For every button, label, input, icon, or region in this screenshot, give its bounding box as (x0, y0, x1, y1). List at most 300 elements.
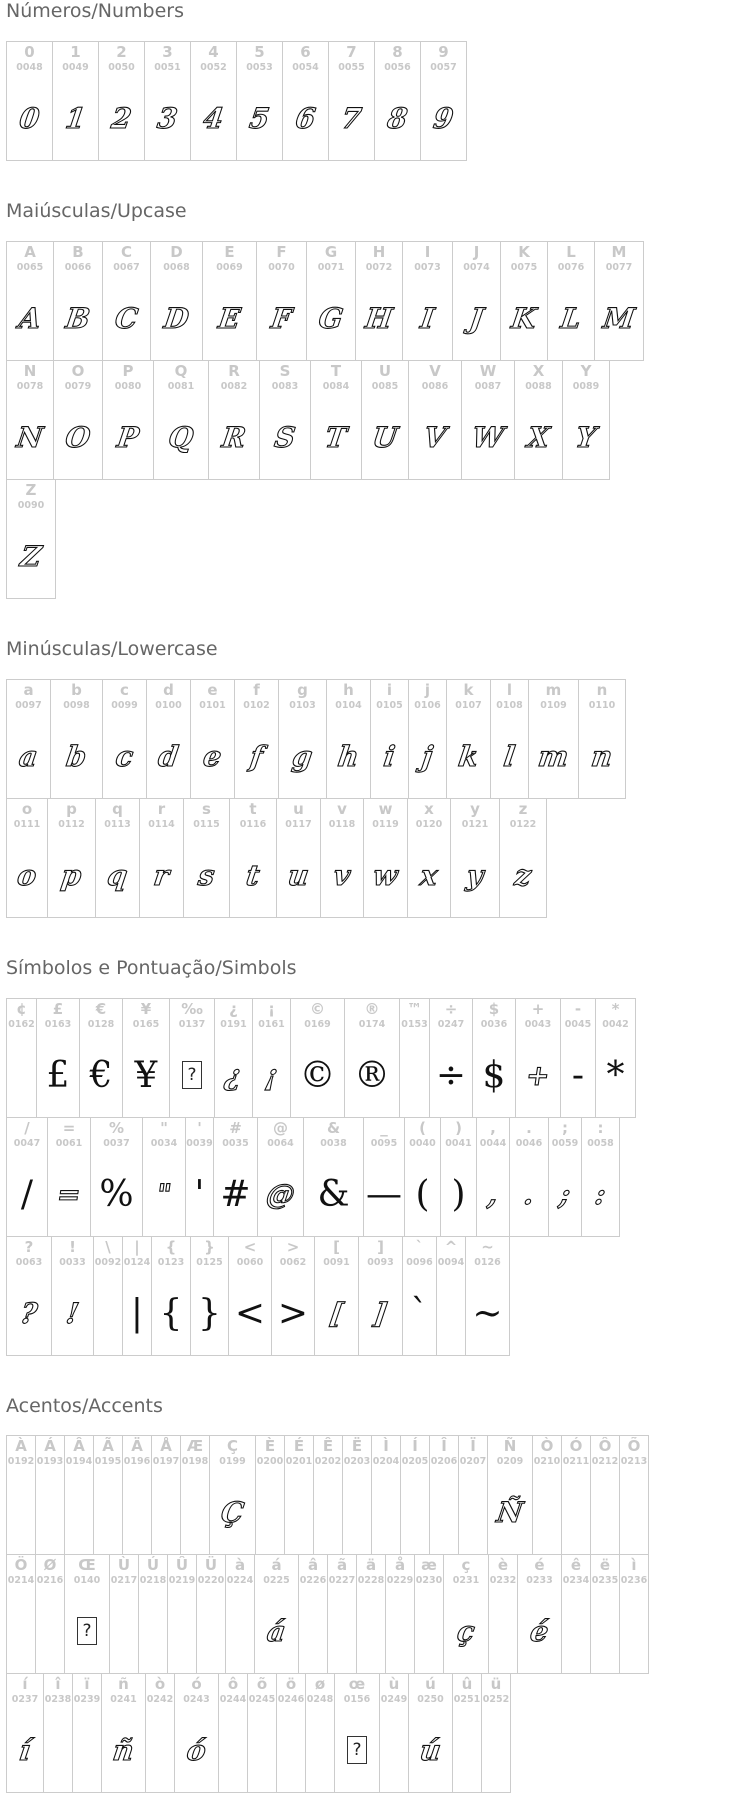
glyph-code: 0108 (496, 700, 523, 711)
glyph-cell (517, 1554, 562, 1674)
glyph-label: g (297, 681, 308, 699)
glyph-code: 0169 (304, 1019, 331, 1030)
glyph-label: œ (348, 1675, 366, 1693)
glyph-cell (229, 798, 277, 918)
glyph-label: è (497, 1556, 509, 1574)
glyph-code: 0079 (64, 381, 92, 392)
glyph-label: { (165, 1238, 177, 1256)
glyph-cell (102, 241, 151, 361)
glyph-code: 0106 (414, 700, 441, 711)
missing-glyph-box: ? (347, 1736, 367, 1764)
glyph-sample: : (593, 1177, 608, 1211)
glyph-label: [ (333, 1238, 340, 1256)
glyph-code: 0251 (453, 1694, 481, 1705)
glyph-sample (181, 1482, 209, 1542)
glyph-cell (407, 798, 451, 918)
glyph-label: s (202, 800, 211, 818)
glyph-label: % (108, 1119, 125, 1137)
glyph-code: 0233 (526, 1575, 553, 1586)
glyph-sample: - (571, 1054, 585, 1096)
glyph-sample: J (467, 301, 486, 335)
glyph-code: 0118 (328, 819, 356, 830)
glyph-code: 0128 (87, 1019, 115, 1030)
glyph-sample: K (509, 301, 539, 335)
glyph-sample (386, 1601, 414, 1661)
glyph-sample: N (14, 420, 46, 454)
glyph-label: o (21, 800, 33, 818)
glyph-cell (561, 1435, 591, 1555)
glyph-sample: k (456, 739, 481, 773)
glyph-sample: ¥ (134, 1054, 158, 1096)
glyph-label: Q (174, 362, 188, 380)
glyph-label: Ù (117, 1556, 131, 1574)
glyph-code: 0048 (16, 62, 43, 73)
glyph-cell (47, 1117, 91, 1237)
glyph-label: £ (52, 1000, 64, 1018)
glyph-sample: B (63, 301, 93, 335)
glyph-label: Ê (322, 1437, 334, 1455)
glyph-sample: ¿ (222, 1058, 245, 1092)
glyph-label: é (534, 1556, 545, 1574)
glyph-sample (328, 1601, 356, 1661)
glyph-label: Í (412, 1437, 418, 1455)
glyph-label: € (95, 1000, 107, 1018)
glyph-code: 0095 (370, 1138, 398, 1149)
glyph-cell (528, 679, 579, 799)
glyph-label: v (337, 800, 347, 818)
glyph-code: 0112 (58, 819, 85, 830)
glyph-sample: p (59, 858, 84, 892)
glyph-code: 0236 (620, 1575, 648, 1586)
glyph-sample: + (523, 1058, 553, 1092)
glyph-cell (358, 1236, 403, 1356)
glyph-cell (429, 1435, 459, 1555)
glyph-code: 0041 (445, 1138, 472, 1149)
glyph-cell (344, 998, 400, 1118)
glyph-sample (36, 1601, 64, 1661)
glyph-cell (102, 679, 147, 799)
glyph-label: S (279, 362, 291, 380)
glyph-label: - (574, 1000, 582, 1018)
glyph-sample: s (196, 858, 217, 892)
glyph-cell (278, 679, 327, 799)
glyph-label: K (518, 243, 530, 261)
glyph-sample: ! (64, 1296, 81, 1330)
glyph-cell (208, 360, 260, 480)
glyph-sample: P (115, 420, 141, 454)
glyph-code: 0036 (480, 1019, 508, 1030)
section-title: Símbolos e Pontuação/Simbols (6, 957, 297, 979)
glyph-cell (255, 1435, 285, 1555)
glyph-label: á (271, 1556, 282, 1574)
glyph-code: 0122 (509, 819, 537, 830)
glyph-cell (93, 1435, 123, 1555)
glyph-label: Â (73, 1437, 85, 1455)
glyph-cell (6, 798, 48, 918)
glyph-label: ü (490, 1675, 502, 1693)
glyph-label: $ (488, 1000, 500, 1018)
glyph-cell (371, 1435, 401, 1555)
glyph-cell (452, 1673, 482, 1793)
glyph-sample (65, 1482, 93, 1542)
glyph-sample (73, 1720, 101, 1780)
glyph-sample (453, 1720, 481, 1780)
glyph-cell (236, 41, 283, 161)
glyph-sample: e (201, 739, 224, 773)
glyph-cell (547, 241, 595, 361)
glyph-cell (142, 1117, 186, 1237)
glyph-code: 0246 (277, 1694, 305, 1705)
glyph-label: T (330, 362, 342, 380)
glyph-cell (213, 1117, 258, 1237)
glyph-code: 0249 (380, 1694, 408, 1705)
glyph-sample (110, 1601, 138, 1661)
glyph-code: 0238 (44, 1694, 72, 1705)
glyph-label: F (276, 243, 287, 261)
glyph-code: 0076 (557, 262, 585, 273)
glyph-label: û (461, 1675, 473, 1693)
glyph-sample: H (363, 301, 395, 335)
glyph-code: 0206 (430, 1456, 458, 1467)
glyph-label: ô (227, 1675, 239, 1693)
glyph-label: J (473, 243, 480, 261)
glyph-label: À (15, 1437, 27, 1455)
glyph-code: 0033 (59, 1257, 86, 1268)
glyph-code: 0102 (243, 700, 270, 711)
glyph-cell (185, 1117, 214, 1237)
glyph-code: 0214 (7, 1575, 35, 1586)
glyph-code: 0075 (510, 262, 538, 273)
glyph-sample: z (512, 858, 534, 892)
glyph-cell (252, 998, 291, 1118)
glyph-code: 0140 (73, 1575, 101, 1586)
glyph-sample: n (589, 739, 615, 773)
glyph-sample (170, 1045, 214, 1105)
glyph-sample: & (317, 1173, 350, 1215)
glyph-label: I (424, 243, 431, 261)
glyph-sample: L (558, 301, 584, 335)
glyph-cell (52, 41, 99, 161)
glyph-code: 0217 (110, 1575, 138, 1586)
glyph-cell (619, 1435, 649, 1555)
glyph-code: 0202 (314, 1456, 342, 1467)
glyph-label: r (157, 800, 166, 818)
glyph-cell (404, 1117, 441, 1237)
glyph-cell (36, 998, 80, 1118)
glyph-code: 0227 (328, 1575, 356, 1586)
glyph-code: 0228 (357, 1575, 385, 1586)
glyph-code: 0082 (220, 381, 248, 392)
glyph-cell (6, 241, 54, 361)
glyph-sample: Q (166, 420, 196, 454)
glyph-sample (489, 1601, 517, 1661)
glyph-code: 0037 (103, 1138, 130, 1149)
glyph-code: 0104 (335, 700, 362, 711)
glyph-cell (590, 1554, 620, 1674)
glyph-label: Ô (598, 1437, 612, 1455)
glyph-label: + (531, 1000, 545, 1018)
glyph-code: 0065 (16, 262, 44, 273)
glyph-sample: . (521, 1177, 537, 1211)
glyph-sample: = (54, 1177, 84, 1211)
glyph-code: 0194 (65, 1456, 93, 1467)
section-title: Acentos/Accents (6, 1395, 163, 1417)
glyph-code: 0220 (197, 1575, 225, 1586)
glyph-label: ö (285, 1675, 297, 1693)
glyph-code: 0059 (551, 1138, 579, 1149)
glyph-label: b (71, 681, 82, 699)
glyph-label: ; (562, 1119, 568, 1137)
glyph-sample: I (418, 301, 437, 335)
glyph-cell (436, 1236, 466, 1356)
glyph-label: ç (461, 1556, 471, 1574)
glyph-label: Æ (186, 1437, 204, 1455)
glyph-code: 0207 (459, 1456, 487, 1467)
glyph-cell (581, 1117, 620, 1237)
glyph-code: 0097 (15, 700, 42, 711)
glyph-code: 0126 (474, 1257, 501, 1268)
glyph-label: Ü (204, 1556, 218, 1574)
glyph-label: " (160, 1119, 168, 1137)
glyph-label: , (490, 1119, 496, 1137)
glyph-cell (256, 241, 307, 361)
glyph-code: 0063 (15, 1257, 43, 1268)
glyph-label: u (293, 800, 304, 818)
glyph-label: w (378, 800, 393, 818)
glyph-label: ¥ (140, 1000, 152, 1018)
glyph-label: õ (256, 1675, 268, 1693)
glyph-code: 0245 (248, 1694, 276, 1705)
glyph-sample (591, 1601, 619, 1661)
glyph-label: ø (314, 1675, 326, 1693)
glyph-label: 7 (346, 43, 357, 61)
glyph-code: 0094 (437, 1257, 465, 1268)
glyph-code: 0196 (123, 1456, 151, 1467)
glyph-code: 0199 (219, 1456, 246, 1467)
glyph-label: Ñ (503, 1437, 517, 1455)
glyph-label: t (249, 800, 257, 818)
glyph-code: 0034 (150, 1138, 178, 1149)
glyph-code: 0073 (414, 262, 441, 273)
glyph-cell (138, 1554, 168, 1674)
glyph-cell (594, 241, 644, 361)
glyph-label: Ã (102, 1437, 114, 1455)
glyph-sample (94, 1283, 122, 1343)
glyph-label: Ó (569, 1437, 583, 1455)
glyph-label: È (264, 1437, 276, 1455)
glyph-cell (122, 998, 170, 1118)
glyph-label: N (23, 362, 37, 380)
glyph-sample (152, 1482, 180, 1542)
glyph-sample: 7 (339, 101, 364, 135)
glyph-cell (461, 360, 515, 480)
glyph-sample (430, 1482, 458, 1542)
glyph-label: > (286, 1238, 300, 1256)
glyph-cell (144, 41, 191, 161)
glyph-label: ê (570, 1556, 582, 1574)
glyph-cell (102, 360, 154, 480)
glyph-cell (214, 998, 253, 1118)
glyph-code: 0225 (263, 1575, 290, 1586)
glyph-sample: ` (410, 1292, 429, 1334)
glyph-code: 0107 (455, 700, 482, 711)
glyph-sample: X (525, 420, 552, 454)
glyph-sample: E (216, 301, 243, 335)
glyph-sample: 4 (201, 101, 226, 135)
glyph-cell (334, 1673, 380, 1793)
glyph-cell (327, 1554, 357, 1674)
glyph-cell (290, 998, 345, 1118)
glyph-cell (499, 798, 547, 918)
glyph-label: f (253, 681, 260, 699)
glyph-sample: / (20, 1173, 34, 1215)
glyph-label: a (23, 681, 34, 699)
glyph-sample (357, 1601, 385, 1661)
glyph-label: ó (191, 1675, 202, 1693)
glyph-cell (234, 679, 279, 799)
glyph-code: 0074 (463, 262, 490, 273)
glyph-cell (363, 1117, 405, 1237)
glyph-sample: ( (415, 1173, 430, 1215)
glyph-sample: ¡ (263, 1058, 280, 1092)
glyph-label: B (72, 243, 84, 261)
glyph-sample (44, 1720, 72, 1780)
glyph-sample: % (99, 1173, 134, 1215)
glyph-code: 0205 (401, 1456, 429, 1467)
glyph-code: 0109 (540, 700, 567, 711)
glyph-code: 0100 (155, 700, 182, 711)
glyph-label: d (163, 681, 174, 699)
glyph-cell (247, 1673, 277, 1793)
glyph-cell (408, 1673, 453, 1793)
glyph-sample (620, 1601, 648, 1661)
glyph-cell (399, 998, 430, 1118)
glyph-cell (476, 1117, 510, 1237)
glyph-label: 8 (392, 43, 403, 61)
glyph-cell (218, 1673, 248, 1793)
glyph-code: 0121 (461, 819, 489, 830)
glyph-sample (401, 1482, 429, 1542)
glyph-label: 1 (70, 43, 81, 61)
glyph-sample (620, 1482, 648, 1542)
glyph-label: 4 (208, 43, 219, 61)
glyph-label: Ï (470, 1437, 476, 1455)
glyph-sample (248, 1720, 276, 1780)
glyph-cell (174, 1673, 219, 1793)
glyph-sample: u (285, 858, 311, 892)
glyph-cell (95, 798, 140, 918)
glyph-sample: é (528, 1614, 551, 1648)
glyph-cell (190, 41, 237, 161)
glyph-sample: í (17, 1733, 33, 1767)
glyph-code: 0083 (271, 381, 299, 392)
glyph-code: 0113 (104, 819, 131, 830)
glyph-cell (271, 1236, 315, 1356)
glyph-code: 0123 (157, 1257, 185, 1268)
glyph-code: 0084 (322, 381, 350, 392)
glyph-sample (415, 1601, 443, 1661)
glyph-sample: Y (573, 420, 599, 454)
glyph-sample: ó (184, 1733, 209, 1767)
glyph-code: 0209 (496, 1456, 524, 1467)
glyph-code: 0211 (562, 1456, 590, 1467)
glyph-cell (169, 998, 215, 1118)
glyph-code: 0043 (524, 1019, 552, 1030)
glyph-code: 0081 (167, 381, 195, 392)
glyph-sample: $ (482, 1054, 506, 1096)
glyph-cell (183, 798, 230, 918)
glyph-sample (7, 1045, 36, 1105)
glyph-code: 0057 (430, 62, 457, 73)
glyph-cell (79, 998, 123, 1118)
glyph-label: D (170, 243, 183, 261)
glyph-code: 0247 (437, 1019, 465, 1030)
glyph-label: ä (365, 1556, 377, 1574)
glyph-cell (328, 41, 375, 161)
glyph-cell (150, 241, 203, 361)
glyph-label: ù (388, 1675, 400, 1693)
glyph-sample: ú (417, 1733, 443, 1767)
glyph-label: \ (105, 1238, 111, 1256)
section-title: Números/Numbers (6, 0, 184, 22)
glyph-cell (446, 679, 491, 799)
glyph-label: Ø (43, 1556, 57, 1574)
glyph-label: i (386, 681, 393, 699)
glyph-cell (452, 241, 501, 361)
glyph-sample: ? (18, 1296, 40, 1330)
glyph-cell (282, 41, 329, 161)
glyph-cell (488, 1554, 518, 1674)
glyph-sample: } (198, 1292, 221, 1334)
glyph-code: 0056 (384, 62, 411, 73)
section-title: Maiúsculas/Upcase (6, 200, 187, 222)
glyph-cell (313, 1435, 343, 1555)
glyph-code: 0117 (285, 819, 312, 830)
glyph-cell (6, 1673, 44, 1793)
glyph-sample: h (335, 739, 361, 773)
glyph-sample: o (15, 858, 39, 892)
glyph-label: < (243, 1238, 257, 1256)
glyph-label: e (207, 681, 218, 699)
glyph-cell (578, 679, 626, 799)
glyph-sample: m (536, 739, 571, 773)
glyph-code: 0137 (178, 1019, 206, 1030)
glyph-label: # (229, 1119, 242, 1137)
glyph-sample (7, 1482, 35, 1542)
glyph-code: 0078 (16, 381, 44, 392)
glyph-code: 0040 (409, 1138, 436, 1149)
glyph-code: 0069 (216, 262, 243, 273)
glyph-cell (310, 360, 362, 480)
glyph-code: 0226 (299, 1575, 327, 1586)
glyph-label: Á (44, 1437, 56, 1455)
glyph-label: = (62, 1119, 76, 1137)
glyph-label: ' (197, 1119, 202, 1137)
glyph-code: 0125 (196, 1257, 223, 1268)
glyph-sample: ' (194, 1173, 205, 1215)
glyph-label: W (479, 362, 497, 380)
glyph-label: * (611, 1000, 620, 1018)
glyph-code: 0060 (236, 1257, 264, 1268)
glyph-cell (402, 241, 453, 361)
glyph-label: ë (599, 1556, 611, 1574)
glyph-code: 0197 (152, 1456, 180, 1467)
glyph-label: U (378, 362, 392, 380)
glyph-sample: W (469, 420, 507, 454)
glyph-sample (219, 1720, 247, 1780)
glyph-code: 0230 (415, 1575, 443, 1586)
glyph-sample: [ (327, 1296, 346, 1330)
